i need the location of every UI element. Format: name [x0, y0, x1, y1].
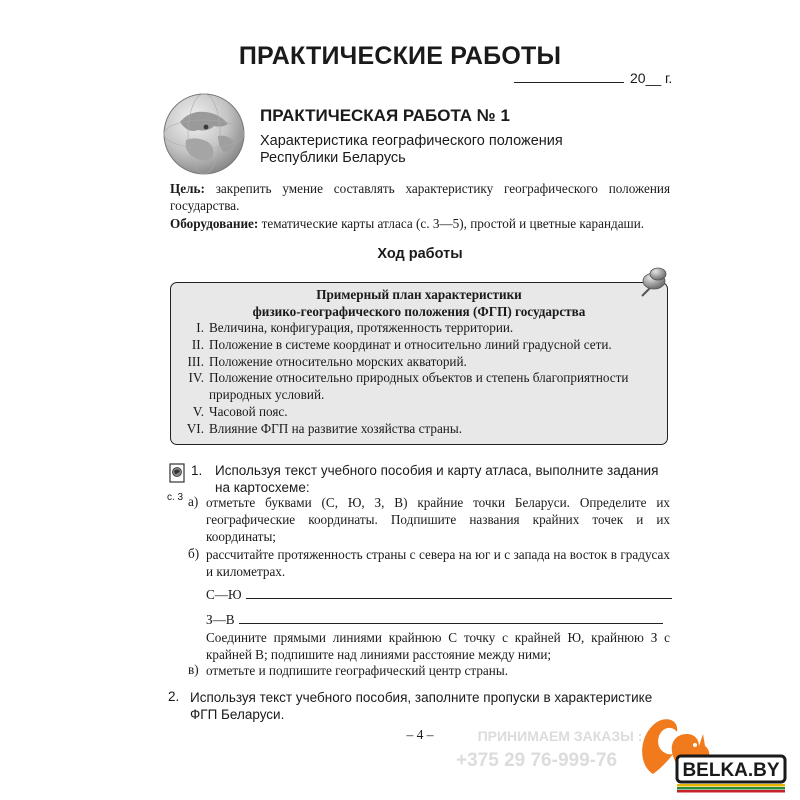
work-subtitle-line1: Характеристика географического положения [260, 133, 563, 149]
plan-item-number: II. [191, 336, 204, 352]
work-subtitle [260, 133, 580, 167]
task2-number: 2. [168, 689, 180, 704]
subtask-c-text: отметьте и подпишите географический центр страны. [206, 663, 508, 678]
work-subtitle-line2: Республики Беларусь [260, 150, 406, 166]
atlas-map-icon [169, 463, 185, 483]
task1-number: 1. [191, 463, 203, 478]
date-blank-line [514, 70, 624, 83]
plan-item [170, 370, 668, 404]
plan-item-text: Положение относительно морских акваторий. [209, 353, 467, 369]
globe-icon [162, 92, 246, 176]
subtask-b-text: рассчитайте протяженность страны с севера на юг и с запада на восток в градусах и километрах. [206, 547, 670, 579]
west-east-label: З—В [206, 612, 235, 627]
watermark-phone: +375 29 76-999-76 [456, 750, 618, 771]
watermark-text: ПРИНИМАЕМ ЗАКАЗЫ : [477, 728, 643, 744]
goal-text: закрепить умение составлять характеристику географического положения государства. [170, 181, 671, 213]
plan-list [170, 320, 668, 438]
task1-text: Используя текст учебного пособия и карту атласа, выполните задания на картосхеме: [215, 463, 659, 495]
goal-paragraph [170, 180, 670, 214]
plan-item-number: IV. [188, 370, 204, 386]
page-number: – 4 – [406, 727, 434, 742]
connect-instruction: Соедините прямыми линиями крайнюю С точку с крайней Ю, крайнюю З с крайней В; подпишите над линиями расстояние между ними; [206, 630, 670, 662]
belka-logo [633, 704, 795, 794]
equipment-text: тематические карты атласа (с. 3—5), простой и цветные карандаши. [261, 216, 645, 231]
plan-item-text: Часовой пояс. [209, 403, 288, 419]
plan-item-text: Величина, конфигурация, протяженность территории. [209, 320, 514, 335]
plan-item-number: V. [192, 403, 204, 419]
west-east-answer-row [206, 611, 663, 628]
plan-item-text: Положение в системе координат и относительно линий градусной сети. [209, 336, 612, 352]
plan-item [170, 421, 668, 438]
equipment-label: Оборудование: [170, 216, 259, 231]
subtask-a-text: отметьте буквами (С, Ю, З, В) крайние точки Беларуси. Определите их географические координаты. Подпишите названия крайних точек и их координаты; [206, 495, 670, 544]
page-reference: с. 3 [167, 492, 184, 503]
plan-item [170, 354, 668, 371]
work-title: ПРАКТИЧЕСКАЯ РАБОТА № 1 [260, 106, 510, 125]
plan-title [170, 287, 668, 320]
plan-item-text: Положение относительно природных объектов и степень благоприятности природных условий. [209, 370, 629, 403]
date-suffix: 20__ г. [630, 70, 673, 86]
date-field [514, 70, 672, 86]
progress-heading: Ход работы [377, 246, 463, 262]
plan-item-number: I. [196, 320, 204, 335]
west-east-answer-line[interactable] [239, 611, 663, 624]
plan-item-number: VI. [186, 420, 204, 436]
north-south-label: С—Ю [206, 587, 242, 602]
subtask-b-label: б) [188, 546, 200, 561]
plan-title-line1: Примерный план характеристики [316, 287, 522, 302]
goal-label: Цель: [170, 181, 205, 196]
subtask-a-label: а) [188, 494, 199, 509]
main-title: ПРАКТИЧЕСКИЕ РАБОТЫ [238, 42, 562, 70]
task2-text: Используя текст учебного пособия, заполните пропуски в характеристике ФГП Беларуси. [190, 690, 653, 722]
plan-item-number: III. [187, 353, 204, 369]
logo-text: BELKA.BY [682, 760, 780, 781]
subtask-c-label: в) [188, 662, 199, 677]
plan-item [170, 320, 668, 337]
plan-item [170, 337, 668, 354]
equipment-paragraph [170, 215, 670, 232]
plan-title-line2: физико-географического положения (ФГП) государства [252, 303, 586, 319]
north-south-answer-line[interactable] [246, 586, 672, 599]
plan-item [170, 404, 668, 421]
plan-item-text: Влияние ФГП на развитие хозяйства страны. [209, 420, 463, 436]
north-south-answer-row [206, 586, 672, 603]
